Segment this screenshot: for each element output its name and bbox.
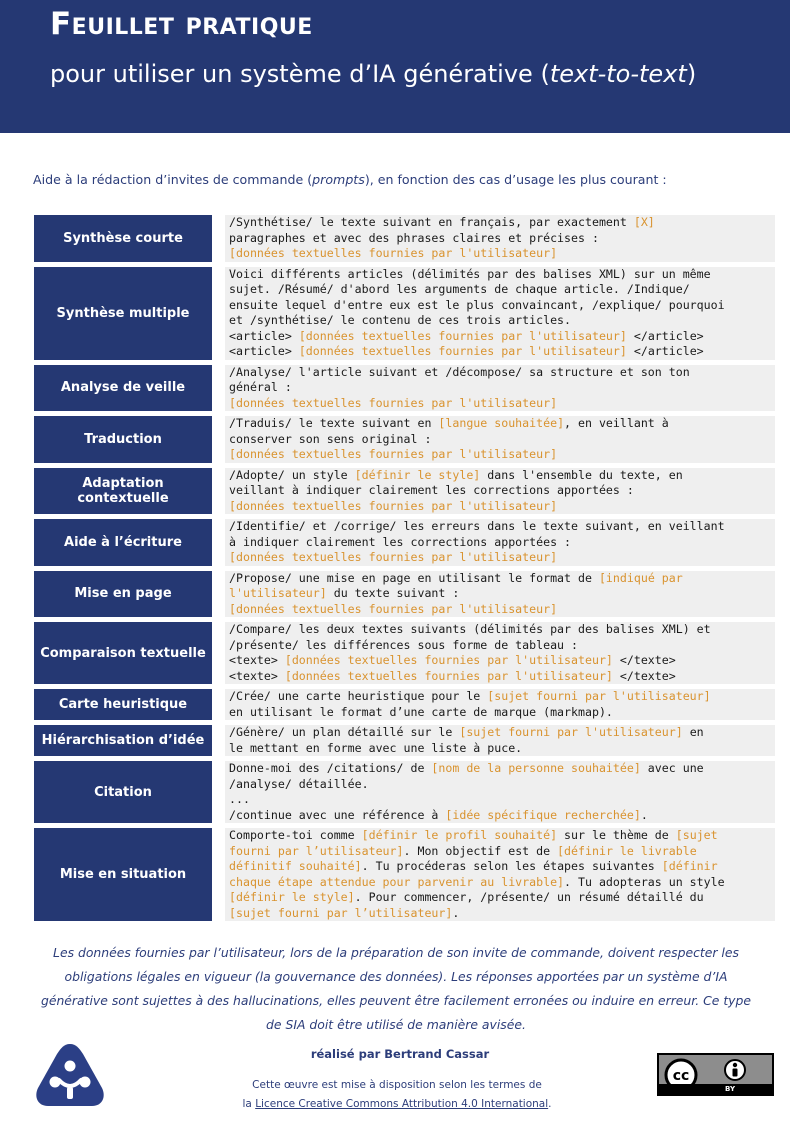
prompt-line	[229, 844, 772, 860]
use-case-label: Analyse de veille	[34, 365, 212, 412]
licence-link[interactable]: Licence Creative Commons Attribution 4.0 International	[255, 1098, 549, 1110]
intro-text	[33, 172, 667, 187]
prompt-fragment: sujet. /Résumé/ d'abord les arguments de chaque article. /Indique/	[229, 282, 690, 296]
prompt-fragment: /analyse/ détaillée.	[229, 776, 369, 791]
prompt-line	[229, 416, 772, 432]
placeholder-text: fourni par l’utilisateur]	[229, 843, 404, 858]
prompt-line	[229, 638, 772, 654]
prompt-line	[229, 468, 772, 484]
prompt-fragment: Comporte-toi comme	[229, 828, 362, 842]
subtitle-prefix: pour utiliser un système d’IA générative (	[50, 60, 550, 88]
prompt-fragment: Donne-moi des /citations/ de	[229, 761, 432, 775]
prompt-fragment: /Identifie/ et /corrige/ les erreurs dans le texte suivant, en veillant	[229, 519, 725, 533]
badge-by-label: BY	[725, 1085, 736, 1093]
use-case-label: Citation	[34, 761, 212, 823]
prompt-fragment: /Compare/ les deux textes suivants (délimités par des balises XML) et	[229, 622, 711, 636]
prompt-text	[225, 416, 775, 463]
placeholder-text: [langue souhaitée]	[438, 416, 565, 430]
prompt-line	[229, 859, 772, 875]
use-case-label: Synthèse courte	[34, 215, 212, 262]
prompt-line	[229, 890, 772, 906]
prompt-line	[229, 602, 772, 618]
prompt-fragment: sur le thème de	[557, 828, 676, 842]
use-case-label: Comparaison textuelle	[34, 622, 212, 684]
prompt-fragment: Voici différents articles (délimités par des balises XML) sur un même	[229, 266, 711, 281]
placeholder-text: [données textuelles fournies par l'utilisateur]	[229, 395, 558, 410]
prompt-fragment: . Pour commencer, /présente/ un résumé détaillé du	[354, 890, 704, 904]
prompt-text	[225, 215, 775, 262]
use-case-label: Mise en page	[34, 571, 212, 618]
prompt-line	[229, 380, 772, 396]
prompt-line	[229, 586, 772, 602]
prompt-line	[229, 550, 772, 566]
prompt-text	[225, 725, 775, 756]
prompt-fragment: veillant à indiquer clairement les corrections apportées :	[229, 483, 634, 497]
prompt-fragment: .	[452, 905, 460, 920]
prompt-text	[225, 689, 775, 720]
placeholder-text: [définir le style]	[354, 467, 481, 482]
placeholder-text: [données textuelles fournies par l'utilisateur]	[284, 653, 613, 667]
placeholder-text: définitif souhaité]	[229, 859, 362, 873]
prompt-fragment: en utilisant le format d’une carte de marque (markmap).	[229, 704, 613, 719]
subtitle-suffix: )	[686, 60, 697, 88]
use-case-label: Hiérarchisation d’idée	[34, 725, 212, 756]
prompt-line	[229, 499, 772, 515]
placeholder-text: [définir le profil souhaité]	[361, 828, 558, 842]
prompt-fragment: </article>	[626, 344, 704, 358]
placeholder-text: [nom de la personne souhaitée]	[431, 761, 641, 775]
use-case-label: Carte heuristique	[34, 689, 212, 720]
prompt-line	[229, 741, 772, 757]
prompt-line	[229, 215, 772, 231]
prompt-line	[229, 653, 772, 669]
placeholder-text: [indiqué par	[598, 570, 683, 585]
prompt-fragment: conserver son sens original :	[229, 431, 432, 446]
prompt-fragment: /continue avec une référence à	[229, 807, 446, 822]
footnote: Les données fournies par l’utilisateur, lors de la préparation de son invite de commande, doivent respecter les obligations légales en vigueur (la gouvernance des données). Les réponses apportées par un système d’IA générative sont sujettes à des hallucinations, elles peuvent être facilement erronées ou induire en erreur. Ce type de SIA doit être utilisé de manière avisée.	[40, 945, 752, 1032]
prompt-fragment: /Propose/ une mise en page en utilisant le format de	[229, 570, 599, 585]
prompt-fragment: le mettant en forme avec une liste à puce.	[229, 740, 523, 755]
prompt-line	[229, 519, 772, 535]
author-logo	[32, 1040, 108, 1112]
prompt-line	[229, 313, 772, 329]
placeholder-text: [sujet	[675, 828, 718, 842]
prompt-fragment: <texte>	[229, 668, 285, 683]
prompt-row	[34, 761, 775, 823]
prompt-text	[225, 468, 775, 515]
prompt-fragment: paragraphes et avec des phrases claires et précises :	[229, 230, 599, 245]
prompt-line	[229, 282, 772, 298]
prompt-line	[229, 447, 772, 463]
prompt-line	[229, 329, 772, 345]
intro-prefix: Aide à la rédaction d’invites de commande (	[33, 172, 313, 187]
prompt-line	[229, 906, 772, 922]
prompt-fragment: général :	[229, 380, 292, 394]
prompt-line	[229, 396, 772, 412]
subtitle-emphasis: text-to-text	[549, 60, 687, 88]
prompt-line	[229, 808, 772, 824]
cc-by-badge[interactable]	[657, 1053, 774, 1096]
use-case-label: Adaptation contextuelle	[34, 468, 212, 515]
placeholder-text: [données textuelles fournies par l'utilisateur]	[229, 550, 558, 564]
placeholder-text: [définir le livrable	[557, 843, 697, 858]
prompt-fragment: .	[640, 807, 648, 822]
placeholder-text: [données textuelles fournies par l'utilisateur]	[229, 601, 558, 616]
prompt-fragment: /Adopte/ un style	[229, 467, 355, 482]
prompt-text	[225, 761, 775, 823]
prompt-row	[34, 689, 775, 720]
prompt-text	[225, 622, 775, 684]
prompt-fragment: </texte>	[612, 668, 676, 683]
prompt-fragment: , en veillant à	[564, 416, 669, 430]
prompt-line	[229, 246, 772, 262]
licence-suffix: .	[548, 1098, 552, 1110]
prompt-text	[225, 365, 775, 412]
prompt-line	[229, 875, 772, 891]
prompt-line	[229, 725, 772, 741]
prompt-fragment: <texte>	[229, 653, 285, 667]
prompt-row	[34, 725, 775, 756]
badge-bar	[659, 1084, 772, 1094]
placeholder-text: [sujet fourni par l'utilisateur]	[487, 689, 711, 703]
prompt-text	[225, 267, 775, 360]
placeholder-text: [données textuelles fournies par l'utilisateur]	[229, 498, 558, 513]
prompt-row	[34, 571, 775, 618]
intro-emphasis: prompts	[312, 172, 365, 187]
use-case-label: Aide à l’écriture	[34, 519, 212, 566]
prompt-fragment: /Génère/ un plan détaillé sur le	[229, 725, 460, 739]
prompt-text	[225, 571, 775, 618]
prompt-fragment: /Synthétise/ le texte suivant en français, par exactement	[229, 215, 634, 229]
prompt-row	[34, 519, 775, 566]
placeholder-text: [idée spécifique recherchée]	[445, 807, 641, 822]
use-case-label: Mise en situation	[34, 828, 212, 921]
placeholder-text: [données textuelles fournies par l'utilisateur]	[298, 344, 627, 358]
prompt-fragment: et /synthétise/ le contenu de ces trois articles.	[229, 313, 572, 327]
prompt-line	[229, 365, 772, 381]
prompt-fragment: /Analyse/ l'article suivant et /décompose/ sa structure et son ton	[229, 364, 690, 379]
credit-line: réalisé par Bertrand Cassar	[310, 1047, 490, 1061]
placeholder-text: [sujet fourni par l’utilisateur]	[229, 905, 453, 920]
prompt-line	[229, 689, 772, 705]
prompt-text	[225, 519, 775, 566]
placeholder-text: l'utilisateur]	[229, 586, 327, 600]
prompt-fragment: </texte>	[612, 653, 676, 667]
prompt-line	[229, 761, 772, 777]
prompt-fragment: ...	[229, 792, 250, 806]
prompt-row	[34, 828, 775, 921]
prompt-fragment: . Tu adopteras un style	[564, 874, 725, 889]
prompt-fragment: . Mon objectif est de	[403, 843, 558, 858]
page-subtitle	[50, 58, 696, 90]
prompt-fragment: /présente/ les différences sous forme de tableau :	[229, 637, 579, 652]
prompt-row	[34, 267, 775, 360]
use-case-label: Synthèse multiple	[34, 267, 212, 360]
placeholder-text: [sujet fourni par l'utilisateur]	[459, 725, 683, 739]
prompt-line	[229, 432, 772, 448]
placeholder-text: [X]	[633, 215, 655, 229]
prompt-fragment: /Crée/ une carte heuristique pour le	[229, 689, 488, 703]
prompt-line	[229, 231, 772, 247]
intro-suffix: ), en fonction des cas d’usage les plus courant :	[364, 172, 667, 187]
placeholder-text: [définir le style]	[229, 890, 355, 904]
prompt-line	[229, 622, 772, 638]
page-title: Feuillet pratique	[50, 6, 313, 42]
prompt-line	[229, 344, 772, 360]
prompt-line	[229, 792, 772, 808]
prompt-fragment: <article>	[229, 328, 299, 343]
prompt-text	[225, 828, 775, 921]
prompt-row	[34, 468, 775, 515]
prompt-fragment: à indiquer clairement les corrections apportées :	[229, 534, 572, 549]
prompt-row	[34, 622, 775, 684]
placeholder-text: chaque étape attendue pour parvenir au livrable]	[229, 874, 565, 889]
prompt-fragment: en	[682, 725, 704, 739]
prompt-line	[229, 571, 772, 587]
licence-prefix: Cette œuvre est mise à disposition selon les termes de	[252, 1079, 542, 1091]
prompt-line	[229, 777, 772, 793]
page-header	[0, 0, 790, 133]
prompt-fragment: . Tu procéderas selon les étapes suivantes	[361, 859, 662, 873]
prompt-line	[229, 828, 772, 844]
cc-icon-text: cc	[672, 1068, 690, 1084]
prompt-line	[229, 705, 772, 721]
prompt-fragment: <article>	[229, 344, 299, 358]
prompt-fragment: du texte suivant :	[326, 586, 460, 600]
prompt-line	[229, 483, 772, 499]
placeholder-text: [données textuelles fournies par l'utilisateur]	[284, 668, 613, 683]
placeholder-text: [données textuelles fournies par l'utilisateur]	[229, 447, 558, 461]
prompt-fragment: </article>	[626, 328, 704, 343]
prompt-line	[229, 267, 772, 283]
licence-la: la	[242, 1098, 256, 1110]
placeholder-text: [données textuelles fournies par l'utilisateur]	[298, 328, 627, 343]
prompt-row	[34, 416, 775, 463]
use-case-label: Traduction	[34, 416, 212, 463]
prompt-fragment: avec une	[640, 761, 704, 775]
prompt-table	[34, 215, 775, 926]
prompt-line	[229, 669, 772, 685]
prompt-fragment: ensuite lequel d'entre eux est le plus convaincant, /explique/ pourquoi	[229, 297, 725, 312]
prompt-line	[229, 298, 772, 314]
prompt-row	[34, 215, 775, 262]
prompt-fragment: /Traduis/ le texte suivant en	[229, 416, 439, 430]
prompt-fragment: dans l'ensemble du texte, en	[480, 467, 683, 482]
placeholder-text: [données textuelles fournies par l'utilisateur]	[229, 246, 558, 260]
licence-line	[222, 1095, 572, 1114]
placeholder-text: [définir	[661, 859, 718, 873]
prompt-row	[34, 365, 775, 412]
licence-text	[222, 1076, 572, 1114]
prompt-line	[229, 535, 772, 551]
